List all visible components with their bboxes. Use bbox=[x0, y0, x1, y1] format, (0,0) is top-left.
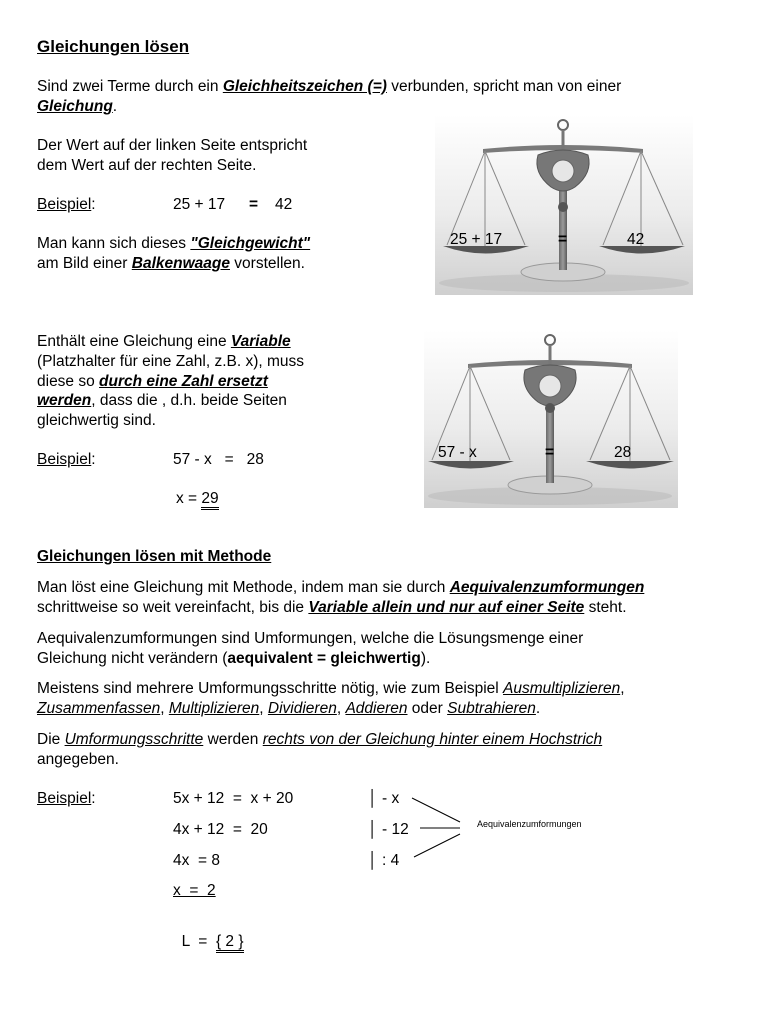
balance-scale-image-2 bbox=[424, 330, 678, 508]
example3-row-2-equation: 4x + 12 = 20 bbox=[173, 821, 268, 838]
para3-text: , dass die , d.h. beide Seiten bbox=[91, 392, 287, 409]
example3-solution-set bbox=[173, 912, 244, 952]
solution-set-prefix: L = bbox=[181, 933, 216, 950]
example1-equals: = bbox=[249, 196, 259, 213]
s2p3-sep: , bbox=[160, 700, 169, 717]
s2p1-emphasis-aequivalenz: Aequivalenzumformungen bbox=[449, 579, 645, 596]
section2-p2-line-1: Aequivalenzumformungen sind Umformungen, welche die Lösungsmenge einer bbox=[37, 630, 584, 647]
s2p3-term-multiplizieren: Multiplizieren bbox=[168, 700, 260, 717]
s2p3-term-zusammenfassen: Zusammenfassen bbox=[37, 700, 161, 717]
s2p3-sep: , bbox=[620, 680, 625, 697]
para1-line-1: Der Wert auf der linken Seite entspricht bbox=[37, 137, 308, 154]
example1-label bbox=[37, 195, 96, 215]
section2-heading: Gleichungen lösen mit Methode bbox=[37, 548, 272, 565]
example2-equation: 57 - x = 28 bbox=[173, 451, 264, 468]
intro-text: Sind zwei Terme durch ein bbox=[37, 78, 223, 95]
s2p3-term-addieren: Addieren bbox=[345, 700, 408, 717]
scale1-equals: = bbox=[558, 231, 568, 248]
para3-emphasis-ersetzt: durch eine Zahl ersetzt bbox=[99, 373, 268, 390]
s2p3-text: Meistens sind mehrere Umformungsschritte nötig, wie zum Beispiel bbox=[37, 680, 504, 697]
para2-emphasis-balkenwaage: Balkenwaage bbox=[131, 255, 230, 272]
section2-p3-line-2 bbox=[37, 699, 540, 719]
s2p3-term-ausmultiplizieren: Ausmultiplizieren bbox=[503, 680, 621, 697]
para3-text: Enthält eine Gleichung eine bbox=[37, 333, 231, 350]
para3-line-3 bbox=[37, 372, 268, 392]
s2p4-text: werden bbox=[203, 731, 263, 748]
para2-line-2 bbox=[37, 254, 305, 274]
scale1-left-label: 25 + 17 bbox=[450, 231, 503, 248]
section2-p1-line-1 bbox=[37, 578, 644, 598]
para3-text: diese so bbox=[37, 373, 100, 390]
para2-line-1 bbox=[37, 234, 310, 254]
para2-text: Man kann sich dieses bbox=[37, 235, 191, 252]
s2p3-sep: , bbox=[259, 700, 268, 717]
scale1-right-label: 42 bbox=[627, 231, 645, 248]
example3-row-2-operation: │ - 12 bbox=[368, 821, 409, 838]
example-colon: : bbox=[91, 451, 96, 468]
scale2-left-label: 57 - x bbox=[438, 444, 477, 461]
para3-line-2: (Platzhalter für eine Zahl, z.B. x), muss bbox=[37, 353, 305, 370]
s2p4-term-rechts: rechts von der Gleichung hinter einem Hochstrich bbox=[262, 731, 603, 748]
aequivalenz-note: Aequivalenzumformungen bbox=[477, 819, 582, 829]
example-colon: : bbox=[91, 196, 96, 213]
example-label: Beispiel bbox=[37, 451, 92, 468]
s2p3-term-dividieren: Dividieren bbox=[267, 700, 337, 717]
example3-row-3-equation: 4x = 8 bbox=[173, 852, 220, 869]
s2p2-text: ). bbox=[420, 650, 431, 667]
example3-row-3-operation: │ : 4 bbox=[368, 852, 400, 869]
s2p3-sep: . bbox=[535, 700, 541, 717]
para3-line-1 bbox=[37, 332, 291, 352]
example1-rhs: 42 bbox=[275, 196, 293, 213]
s2p3-sep: oder bbox=[407, 700, 448, 717]
balance-scale-image-1 bbox=[435, 115, 693, 295]
scale2-right-label: 28 bbox=[614, 444, 632, 461]
intro-emphasis-gleichheitszeichen: Gleichheitszeichen (=) bbox=[222, 78, 387, 95]
example-label: Beispiel bbox=[37, 196, 92, 213]
s2p1-text: Man löst eine Gleichung mit Methode, indem man sie durch bbox=[37, 579, 450, 596]
solution-prefix: x = bbox=[176, 490, 202, 507]
page-title: Gleichungen lösen bbox=[37, 37, 190, 56]
s2p2-text: Gleichung nicht verändern ( bbox=[37, 650, 228, 667]
s2p4-term-umformungsschritte: Umformungsschritte bbox=[64, 731, 204, 748]
para3-line-5: gleichwertig sind. bbox=[37, 412, 156, 429]
example3-row-1-operation: │ - x bbox=[368, 790, 400, 807]
para3-line-4 bbox=[37, 391, 287, 411]
section2-p3-line-1 bbox=[37, 679, 625, 699]
section2-p1-line-2 bbox=[37, 598, 627, 618]
s2p1-text: steht. bbox=[584, 599, 627, 616]
intro-emphasis-gleichung: Gleichung bbox=[37, 98, 113, 115]
intro-line-2 bbox=[37, 97, 117, 117]
example-label: Beispiel bbox=[37, 790, 92, 807]
solution-set-value: { 2 } bbox=[216, 933, 244, 953]
para1-line-2: dem Wert auf der rechten Seite. bbox=[37, 157, 257, 174]
example2-label bbox=[37, 450, 96, 470]
para2-emphasis-gleichgewicht: "Gleichgewicht" bbox=[190, 235, 311, 252]
s2p1-emphasis-variable: Variable allein und nur auf einer Seite bbox=[308, 599, 585, 616]
intro-line-1 bbox=[37, 77, 621, 97]
example1-lhs: 25 + 17 bbox=[173, 196, 226, 213]
section2-p4-line-2: angegeben. bbox=[37, 751, 119, 768]
para2-text: am Bild einer bbox=[37, 255, 132, 272]
solution-value: 29 bbox=[201, 490, 218, 510]
para3-emphasis-werden: werden bbox=[37, 392, 92, 409]
para2-text: vorstellen. bbox=[229, 255, 305, 272]
example-colon: : bbox=[91, 790, 96, 807]
s2p3-term-subtrahieren: Subtrahieren bbox=[447, 700, 536, 717]
connector-lines bbox=[410, 795, 470, 865]
s2p1-text: schrittweise so weit vereinfacht, bis die bbox=[37, 599, 309, 616]
example2-solution bbox=[176, 489, 219, 509]
example3-result: x = 2 bbox=[173, 882, 216, 899]
section2-p4-line-1 bbox=[37, 730, 602, 750]
para3-emphasis-variable: Variable bbox=[230, 333, 291, 350]
s2p3-sep: , bbox=[336, 700, 346, 717]
scale2-equals: = bbox=[545, 444, 555, 461]
intro-text: verbunden, spricht man von einer bbox=[386, 78, 622, 95]
intro-text: . bbox=[112, 98, 118, 115]
s2p4-text: Die bbox=[37, 731, 65, 748]
example3-label bbox=[37, 789, 96, 809]
example3-row-1-equation: 5x + 12 = x + 20 bbox=[173, 790, 294, 807]
s2p2-bold: aequivalent = gleichwertig bbox=[227, 650, 421, 667]
section2-p2-line-2 bbox=[37, 649, 430, 669]
